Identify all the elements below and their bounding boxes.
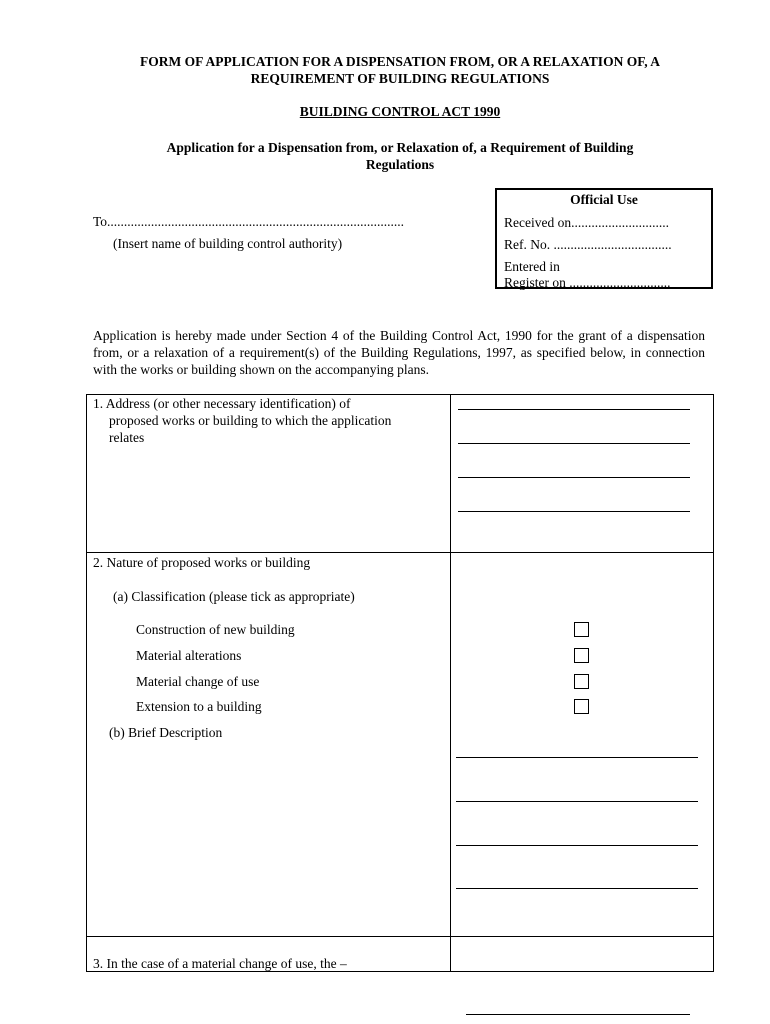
act-heading: BUILDING CONTROL ACT 1990 (299, 104, 501, 119)
section1-label-line-1: 1. Address (or other necessary identification) of (93, 396, 351, 411)
received-on-field[interactable]: Received on............................. (504, 215, 669, 230)
form-title-line-2: REQUIREMENT OF BUILDING REGULATIONS (250, 71, 550, 86)
checkbox-extension[interactable] (574, 699, 589, 714)
address-answer-line[interactable] (458, 477, 690, 478)
checkbox-new-building[interactable] (574, 622, 589, 637)
section1-label-line-2: proposed works or building to which the application (109, 413, 392, 428)
intro-paragraph: Application is hereby made under Section 4 of the Building Control Act, 1990 for the grant of a dispensation from, or a relaxation of a requirement(s) of the Building Regulations, 1997, as specified below, in connection with the works or building shown on the accompanying plans. (93, 328, 705, 377)
official-use-box (495, 188, 713, 289)
address-answer-line[interactable] (458, 511, 690, 512)
form-title (80, 53, 720, 87)
table-column-divider (450, 394, 451, 972)
section1-label-line-3: relates (109, 430, 145, 445)
register-on-field[interactable]: Register on .............................. (504, 275, 671, 290)
form-subtitle-line-1: Application for a Dispensation from, or Relaxation of, a Requirement of Building (166, 140, 634, 155)
description-answer-line[interactable] (456, 888, 698, 889)
option-label-new-building: Construction of new building (136, 622, 295, 637)
option-label-material-alterations: Material alterations (136, 648, 242, 663)
form-subtitle-line-2: Regulations (365, 157, 435, 172)
entered-in-label: Entered in (504, 259, 560, 274)
ref-no-field[interactable]: Ref. No. ................................... (504, 237, 672, 252)
checkbox-material-change-of-use[interactable] (574, 674, 589, 689)
section2-sub-b: (b) Brief Description (109, 725, 223, 740)
address-answer-line[interactable] (458, 409, 690, 410)
description-answer-line[interactable] (456, 757, 698, 758)
bottom-answer-line[interactable] (466, 1014, 690, 1015)
section3-heading: 3. In the case of a material change of use, the – (93, 956, 347, 971)
to-field[interactable]: To........................................................................................ (93, 214, 405, 229)
checkbox-material-alterations[interactable] (574, 648, 589, 663)
to-field-hint: (Insert name of building control authority) (113, 236, 343, 251)
option-label-extension: Extension to a building (136, 699, 262, 714)
form-title-line-1: FORM OF APPLICATION FOR A DISPENSATION FROM, OR A RELAXATION OF, A (140, 54, 660, 69)
description-answer-line[interactable] (456, 801, 698, 802)
section2-heading: 2. Nature of proposed works or building (93, 555, 311, 570)
official-use-heading: Official Use (570, 192, 638, 207)
description-answer-line[interactable] (456, 845, 698, 846)
table-row-divider-2 (86, 936, 714, 937)
table-row-divider-1 (86, 552, 714, 553)
form-subtitle (100, 139, 700, 173)
address-answer-line[interactable] (458, 443, 690, 444)
option-label-material-change-of-use: Material change of use (136, 674, 260, 689)
section2-sub-a: (a) Classification (please tick as appropriate) (113, 589, 355, 604)
